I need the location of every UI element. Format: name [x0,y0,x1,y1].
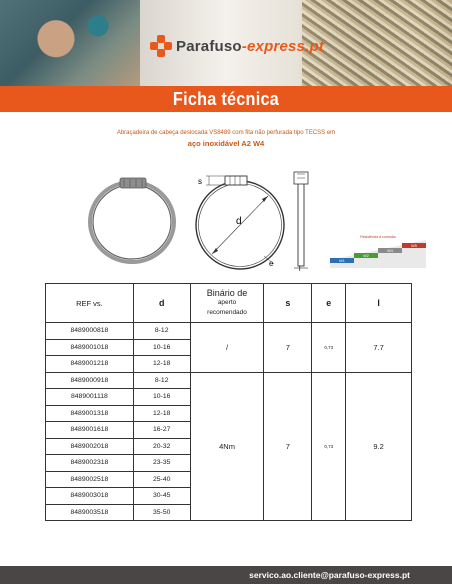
logo-icon [150,35,172,57]
cell-ref: 8489001618 [46,422,134,439]
col-header-e [312,284,346,323]
cell-d: 25-40 [133,471,190,488]
product-description-line2: aço inoxidável A2 W4 [187,139,265,148]
page-title: Ficha técnica [172,88,280,109]
grade-label-w2: W2 [363,254,369,258]
corrosion-resistance-chart [328,232,428,270]
cell-ref: 8489001118 [46,389,134,406]
cell-e: 0,73 [312,372,346,521]
cell-d: 12-18 [133,356,190,373]
dim-label-s: s [198,177,202,186]
table-row [46,372,412,389]
cell-ref: 8489003018 [46,488,134,505]
clamp-side-view [294,172,308,268]
hose-clamp-diagram [88,160,318,272]
cell-l: 7.7 [346,323,412,373]
col-header-s [264,284,312,323]
dim-label-l: l [299,266,301,272]
grade-label-w4: W4 [387,249,393,253]
cell-ref: 8489002018 [46,438,134,455]
cell-ref: 8489000818 [46,323,134,340]
col-header-ref-label: REF vs. [76,298,103,308]
grade-label-w5: W5 [411,244,417,248]
hands-tools-photo [0,0,140,86]
cell-d: 8-12 [133,323,190,340]
col-header-torque-sub1: aperto [217,299,237,306]
cell-ref: 8489002518 [46,471,134,488]
product-description [0,129,452,149]
spec-table [45,283,412,521]
cell-ref: 8489002318 [46,455,134,472]
cell-s: 7 [264,372,312,521]
product-description-line1: Abraçadeira de cabeça deslocada VS8489 com fita não perfurada tipo TECSS em [116,130,336,136]
brand-name-suffix: -express.pt [241,37,325,55]
cell-d: 12-18 [133,405,190,422]
cell-ref: 8489001318 [46,405,134,422]
col-header-l-label: l [377,298,380,308]
screws-photo [302,0,452,86]
cell-d: 8-12 [133,372,190,389]
cell-ref: 8489003518 [46,504,134,521]
table-header-row [46,284,412,323]
col-header-d [133,284,190,323]
cell-s: 7 [264,323,312,373]
contact-email: servico.ao.cliente@parafuso-express.pt [249,570,410,580]
cell-d: 16-27 [133,422,190,439]
dim-label-d: d [236,216,242,227]
header-banner-image [0,0,452,86]
footer-bar [0,566,452,584]
brand-logo [150,35,324,57]
cell-d: 23-35 [133,455,190,472]
col-header-torque [190,284,264,323]
col-header-s-label: s [285,298,291,308]
cell-ref: 8489000918 [46,372,134,389]
brand-name [176,38,324,55]
cell-torque: 4Nm [190,372,264,521]
dim-label-e: e [269,259,274,268]
cell-d: 30-45 [133,488,190,505]
brand-name-prefix: Parafuso [176,37,242,55]
col-header-l [346,284,412,323]
cell-e: 0,73 [312,323,346,373]
col-header-d-label: d [158,298,165,308]
col-header-torque-sub2: recomendado [207,309,247,316]
cell-d: 10-16 [133,389,190,406]
clamp-photo [90,178,174,262]
cell-d: 35-50 [133,504,190,521]
grade-label-w1: W1 [339,259,345,263]
col-header-torque-label: Binário de [206,288,248,298]
col-header-e-label: e [326,298,332,308]
col-header-ref [46,284,134,323]
cell-torque: / [190,323,264,373]
cell-ref: 8489001218 [46,356,134,373]
corrosion-chart-title: Resistência à corrosão [360,235,396,239]
cell-d: 20-32 [133,438,190,455]
cell-l: 9.2 [346,372,412,521]
table-row [46,323,412,340]
cell-d: 10-16 [133,339,190,356]
cell-ref: 8489001018 [46,339,134,356]
title-banner [0,86,452,112]
